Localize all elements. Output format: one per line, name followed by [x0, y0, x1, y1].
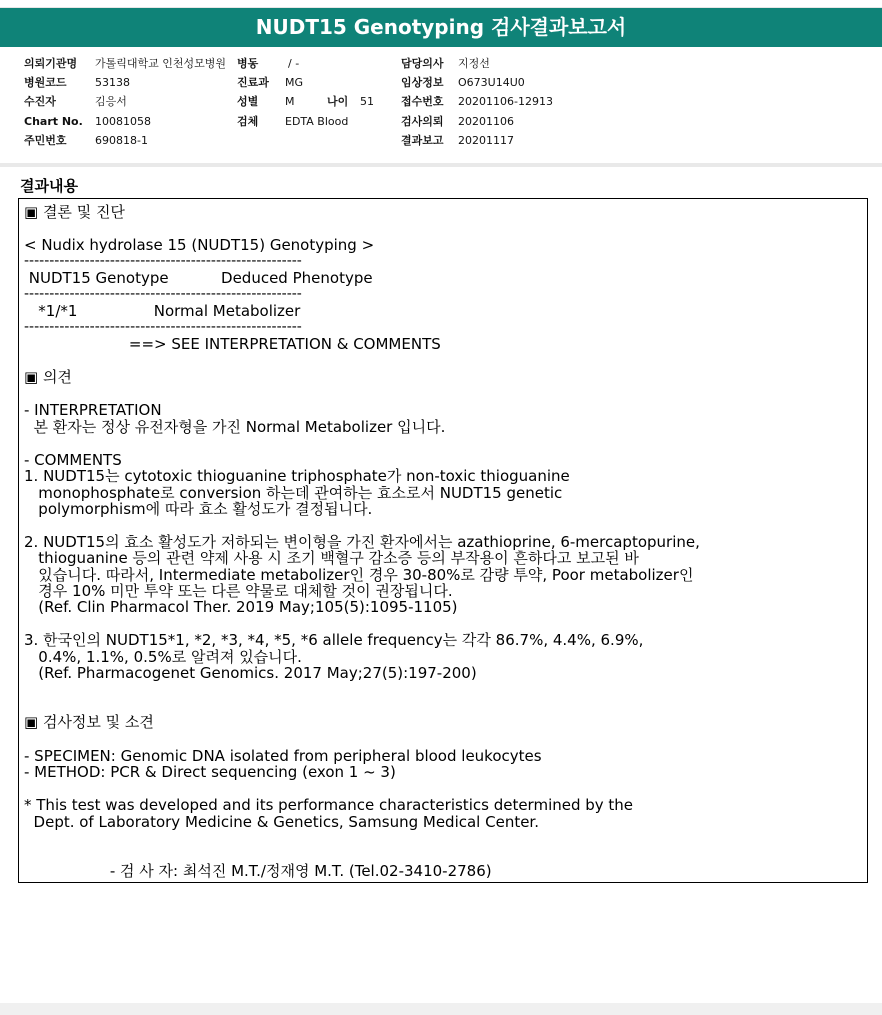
- divider-line: -------------------------------------------------------: [24, 253, 302, 269]
- value-resident-no: 690818-1: [95, 134, 148, 147]
- label-specimen: 검체: [237, 115, 259, 128]
- heading-conclusion: ▣ 결론 및 진단: [24, 203, 125, 221]
- label-physician: 담당의사: [401, 57, 444, 70]
- header-row: [0, 112, 882, 132]
- result-line: - METHOD: PCR & Direct sequencing (exon 1 ~ 3): [24, 763, 396, 781]
- heading-test-info: ▣ 검사정보 및 소견: [24, 713, 154, 731]
- result-line: 0.4%, 1.1%, 0.5%로 알려져 있습니다.: [24, 648, 302, 666]
- label-age: 나이: [327, 95, 349, 108]
- result-line: polymorphism에 따라 효소 활성도가 결정됩니다.: [24, 500, 373, 518]
- result-line: * This test was developed and its performance characteristics determined by the: [24, 796, 634, 814]
- report-title: NUDT15 Genotyping 검사결과보고서: [0, 8, 882, 47]
- result-line: (Ref. Clin Pharmacol Ther. 2019 May;105(5):1095-1105): [24, 598, 458, 616]
- result-line: thioguanine 등의 관련 약제 사용 시 조기 백혈구 감소증 등의 부작용이 흔하다고 보고된 바: [24, 549, 639, 567]
- patient-header: [0, 48, 882, 161]
- label-receipt-no: 접수번호: [401, 95, 444, 108]
- value-request-date: 20201106: [458, 115, 514, 128]
- examiner-line: - 검 사 자: 최석진 M.T./정재영 M.T. (Tel.02-3410-2786): [24, 862, 492, 880]
- divider-line: -------------------------------------------------------: [24, 286, 302, 302]
- value-receipt-no: 20201106-12913: [458, 95, 553, 108]
- label-request-date: 검사의뢰: [401, 115, 444, 128]
- label-sex: 성별: [237, 95, 259, 108]
- result-line: Dept. of Laboratory Medicine & Genetics, Samsung Medical Center.: [24, 813, 539, 831]
- top-strip: [0, 0, 882, 8]
- value-department: MG: [285, 76, 304, 89]
- header-separator: [0, 163, 882, 167]
- label-clinical-info: 임상정보: [401, 76, 444, 89]
- section-title: 결과내용: [20, 177, 78, 195]
- label-report-date: 결과보고: [401, 134, 444, 147]
- value-specimen: EDTA Blood: [285, 115, 349, 128]
- result-line: 3. 한국인의 NUDT15*1, *2, *3, *4, *5, *6 allele frequency는 각각 86.7%, 4.4%, 6.9%,: [24, 631, 644, 649]
- value-patient: 김응서: [95, 95, 127, 108]
- divider-line: -------------------------------------------------------: [24, 319, 302, 335]
- result-line: 경우 10% 미만 투약 또는 다른 약물로 대체할 것이 권장됩니다.: [24, 582, 453, 600]
- result-line: - SPECIMEN: Genomic DNA isolated from peripheral blood leukocytes: [24, 747, 542, 765]
- value-chart-no: 10081058: [95, 115, 151, 128]
- result-line: 본 환자는 정상 유전자형을 가진 Normal Metabolizer 입니다.: [24, 418, 446, 436]
- result-line: ==> SEE INTERPRETATION & COMMENTS: [24, 335, 441, 353]
- result-line: 2. NUDT15의 효소 활성도가 저하되는 변이형을 가진 환자에서는 azathioprine, 6-mercaptopurine,: [24, 533, 700, 551]
- value-clinical-info: O673U14U0: [458, 76, 525, 89]
- value-hospital-code: 53138: [95, 76, 130, 89]
- result-line: monophosphate로 conversion 하는데 관여하는 효소로서 NUDT15 genetic: [24, 484, 563, 502]
- header-row: [0, 54, 882, 74]
- label-patient: 수진자: [24, 95, 56, 108]
- value-sex: M: [285, 95, 295, 108]
- value-age: 51: [360, 95, 374, 108]
- result-line: < Nudix hydrolase 15 (NUDT15) Genotyping >: [24, 236, 375, 254]
- header-row: [0, 73, 882, 93]
- label-hospital-code: 병원코드: [24, 76, 67, 89]
- result-line: *1/*1 Normal Metabolizer: [24, 302, 301, 320]
- value-report-date: 20201117: [458, 134, 514, 147]
- result-line: 있습니다. 따라서, Intermediate metabolizer인 경우 30-80%로 감량 투약, Poor metabolizer인: [24, 566, 694, 584]
- heading-opinion: ▣ 의견: [24, 368, 72, 386]
- header-row: [0, 131, 882, 151]
- value-institution: 가톨릭대학교 인천성모병원: [95, 57, 227, 70]
- result-line: - COMMENTS: [24, 451, 122, 469]
- label-chart-no: Chart No.: [24, 115, 83, 128]
- result-line: - INTERPRETATION: [24, 401, 162, 419]
- bottom-strip: [0, 1003, 882, 1015]
- result-line: NUDT15 Genotype Deduced Phenotype: [24, 269, 373, 287]
- value-physician: 지정선: [458, 57, 490, 70]
- label-ward: 병동: [237, 57, 259, 70]
- value-ward: / -: [288, 57, 300, 70]
- label-institution: 의뢰기관명: [24, 57, 78, 70]
- result-line: 1. NUDT15는 cytotoxic thioguanine triphosphate가 non-toxic thioguanine: [24, 467, 570, 485]
- header-row: [0, 92, 882, 112]
- result-content-box: [18, 198, 868, 883]
- result-line: (Ref. Pharmacogenet Genomics. 2017 May;27(5):197-200): [24, 664, 477, 682]
- label-resident-no: 주민번호: [24, 134, 67, 147]
- label-department: 진료과: [237, 76, 269, 89]
